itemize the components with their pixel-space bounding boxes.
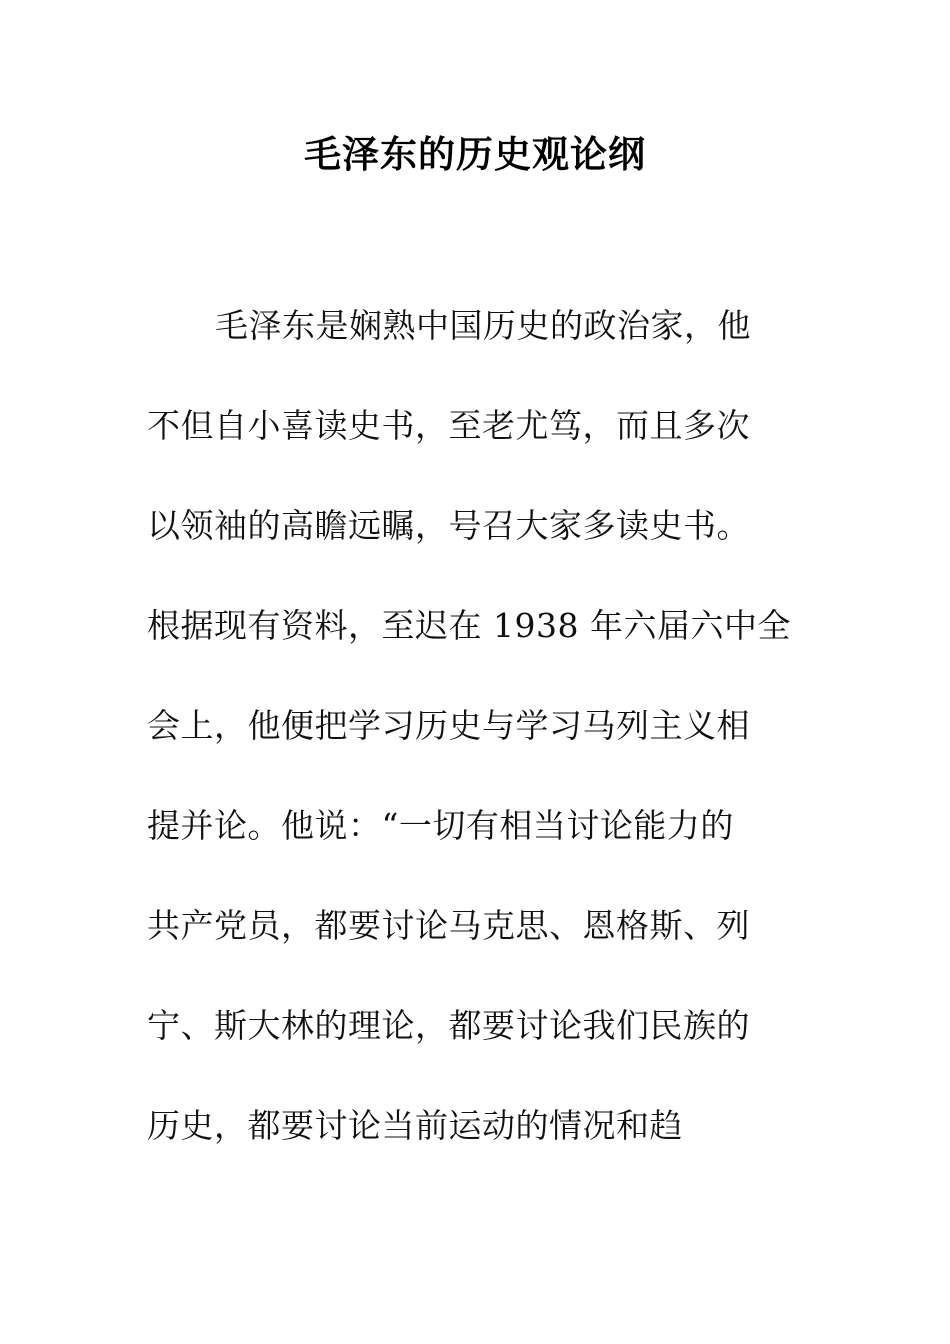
paragraph-line: 会上，他便把学习历史与学习马列主义相 [147,706,750,745]
document-body [147,300,807,1200]
paragraph-line: 提并论。他说：“一切有相当讨论能力的 [147,806,734,845]
paragraph-line: 以领袖的高瞻远瞩，号召大家多读史书。 [147,506,750,545]
document-title: 毛泽东的历史观论纲 [304,132,646,176]
paragraph-line: 历史，都要讨论当前运动的情况和趋 [147,1106,683,1145]
paragraph-line: 毛泽东是娴熟中国历史的政治家，他 [215,306,751,345]
paragraph-line: 不但自小喜读史书，至老尤笃，而且多次 [147,406,750,445]
paragraph-line: 根据现有资料，至迟在 1938 年六届六中全 [147,606,791,645]
paragraph-line: 共产党员，都要讨论马克思、恩格斯、列 [147,906,750,945]
paragraph-line: 宁、斯大林的理论，都要讨论我们民族的 [147,1006,750,1045]
